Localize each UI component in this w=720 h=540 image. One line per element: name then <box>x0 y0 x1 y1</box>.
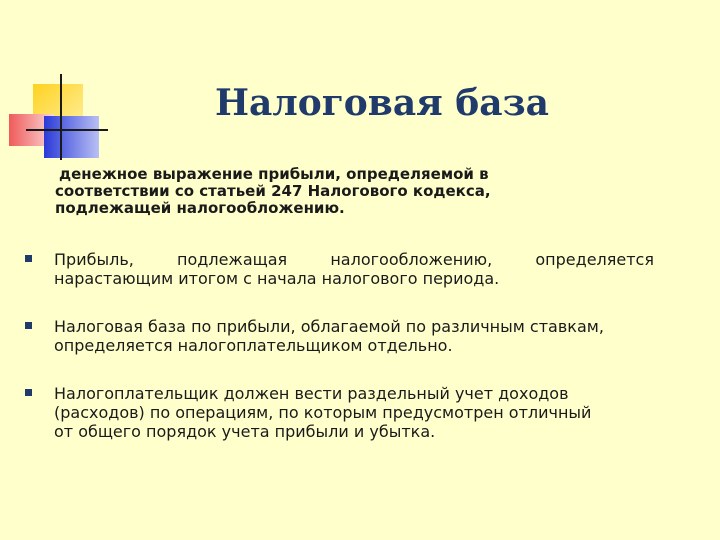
bullet-word: подлежащая <box>177 250 288 269</box>
bullet-item <box>54 250 654 288</box>
bullet-item <box>54 384 654 441</box>
deco-blue-square <box>44 116 99 158</box>
definition-line: подлежащей налогообложению. <box>55 199 345 217</box>
bullet-word: определяется <box>535 250 654 269</box>
definition-line: соответствии со статьей 247 Налогового кодекса, <box>55 182 491 200</box>
bullet-line: Налогоплательщик должен вести раздельный учет доходов <box>54 384 569 403</box>
bullet-line: Налоговая база по прибыли, облагаемой по различным ставкам, <box>54 317 604 336</box>
bullet-square-icon <box>25 255 32 262</box>
bullet-line: от общего порядок учета прибыли и убытка. <box>54 422 436 441</box>
bullet-item <box>54 317 654 355</box>
bullet-line <box>54 250 654 269</box>
bullet-square-icon <box>25 322 32 329</box>
page-title: Налоговая база <box>215 82 549 124</box>
definition-text <box>55 166 615 217</box>
bullet-word: Прибыль, <box>54 250 134 269</box>
bullet-line: определяется налогоплательщиком отдельно. <box>54 336 453 355</box>
decorative-squares-logo <box>0 0 110 170</box>
bullet-word: налогообложению, <box>330 250 493 269</box>
bullet-line: нарастающим итогом с начала налогового периода. <box>54 269 500 288</box>
bullet-square-icon <box>25 389 32 396</box>
definition-line: денежное выражение прибыли, определяемой в <box>59 165 489 183</box>
bullet-line: (расходов) по операциям, по которым предусмотрен отличный <box>54 403 592 422</box>
